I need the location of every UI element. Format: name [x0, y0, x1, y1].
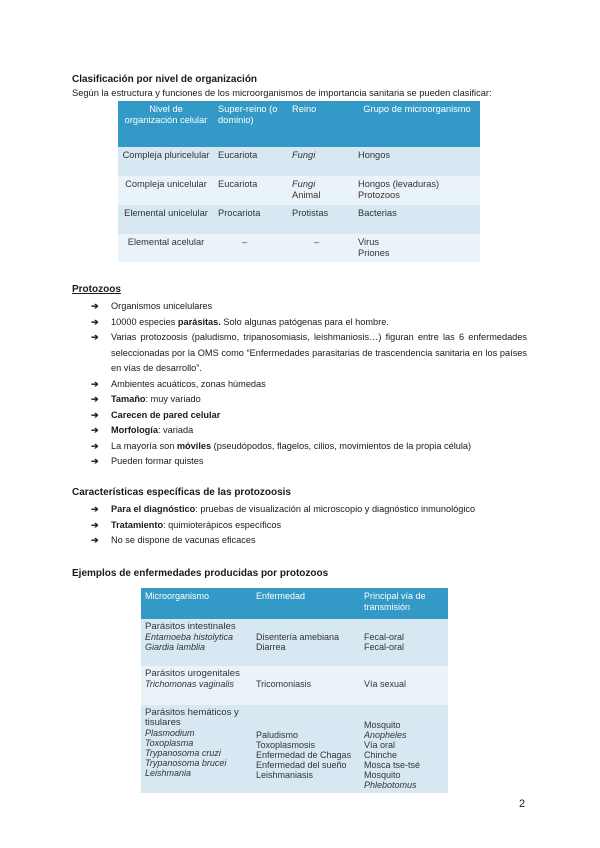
- page-number: 2: [519, 798, 526, 810]
- cell-reino: [288, 147, 354, 176]
- caracteristicas-bold: Para el diagnóstico: [111, 504, 196, 514]
- cell-super-reino: Procariota: [214, 205, 288, 234]
- route-line: [364, 632, 444, 642]
- reino-line: Fungi: [292, 179, 316, 189]
- caracteristicas-text: No se dispone de vacunas eficaces: [111, 535, 256, 545]
- protozoos-bold: Morfología: [111, 425, 158, 435]
- reino-line: Animal: [292, 190, 321, 200]
- disease-name: Toxoplasmosis: [256, 740, 316, 750]
- caracteristicas-bold: Tratamiento: [111, 519, 164, 530]
- cell-super-reino: –: [214, 234, 288, 262]
- arrow-icon: ➔: [91, 409, 99, 420]
- classification-row: [118, 147, 480, 176]
- disease-name: Leishmaniasis: [256, 770, 314, 780]
- caracteristicas-item: [91, 518, 527, 534]
- disease-name: Paludismo: [256, 730, 299, 740]
- disease-name: Disentería amebiana: [256, 632, 340, 642]
- classification-row: [118, 205, 480, 234]
- th-grupo: Grupo de microorganismo: [354, 101, 480, 147]
- organism-name: Trypanosoma brucei: [145, 758, 227, 768]
- organism-name: Trypanosoma cruzi: [145, 748, 221, 758]
- cell-super-reino: Eucariota: [214, 147, 288, 176]
- route-text: Chinche: [364, 750, 398, 760]
- organism-name: Trichomonas vaginalis: [145, 679, 234, 689]
- route-text: Mosquito: [364, 770, 401, 780]
- arrow-icon: ➔: [91, 301, 99, 311]
- organism-name: Giardia lamblia: [145, 642, 206, 652]
- protozoos-item: [91, 454, 527, 470]
- reino-line: –: [314, 237, 320, 247]
- route-line: [364, 780, 444, 790]
- disease-name: Tricomoniasis: [256, 679, 312, 689]
- microorganism-group: Parásitos urogenitales: [145, 668, 240, 679]
- arrow-icon: ➔: [91, 425, 99, 435]
- route-vector: Phlebotomus: [364, 780, 417, 790]
- protozoos-item: [91, 408, 527, 424]
- cell-microorganismo: [141, 705, 252, 793]
- disease-name: Diarrea: [256, 642, 286, 652]
- protozoos-item: [91, 330, 527, 377]
- protozoos-item: [91, 315, 527, 331]
- route-text: Vía oral: [364, 740, 396, 750]
- protozoos-bold: Carecen de pared celular: [111, 409, 221, 420]
- cell-enfermedad: [252, 666, 360, 705]
- arrow-icon: ➔: [91, 535, 99, 545]
- protozoos-text: 10000 especies: [111, 316, 178, 327]
- classification-row: [118, 234, 480, 262]
- route-line: [364, 750, 444, 760]
- protozoos-item: [91, 299, 527, 315]
- route-vector: Anopheles: [364, 730, 407, 740]
- cell-nivel: Compleja unicelular: [118, 176, 214, 205]
- cell-microorganismo: [141, 619, 252, 666]
- protozoos-text: Organismos unicelulares: [111, 301, 213, 311]
- cell-enfermedad: [252, 619, 360, 666]
- disease-table: [141, 588, 448, 793]
- route-line: [364, 770, 444, 780]
- cell-grupo: [354, 147, 480, 176]
- cell-grupo: [354, 205, 480, 234]
- caracteristicas-text: : quimioterápicos específicos: [163, 519, 282, 530]
- cell-nivel: Compleja pluricelular: [118, 147, 214, 176]
- section-heading-clasificacion: Clasificación por nivel de organización: [72, 74, 258, 85]
- arrow-icon: ➔: [91, 394, 99, 404]
- section-heading-ejemplos: Ejemplos de enfermedades producidas por protozoos: [72, 568, 329, 579]
- route-line: [364, 720, 444, 740]
- route-line: [364, 679, 444, 689]
- disease-name: Enfermedad del sueño: [256, 760, 347, 770]
- th-via-transmision: Principal vía de transmisión: [360, 588, 448, 619]
- caracteristicas-list: [91, 502, 527, 549]
- route-text: Fecal-oral: [364, 632, 405, 642]
- arrow-icon: ➔: [91, 332, 99, 342]
- microorganism-group: Parásitos hemáticos y tisulares: [145, 707, 239, 728]
- protozoos-text: : variada: [157, 425, 194, 435]
- organism-name: Plasmodium: [145, 728, 195, 738]
- protozoos-list: [91, 299, 527, 470]
- cell-enfermedad: [252, 705, 360, 793]
- protozoos-text: Ambientes acuáticos, zonas húmedas: [111, 378, 266, 389]
- grupo-line: Bacterias: [358, 208, 397, 218]
- protozoos-item: [91, 439, 527, 455]
- protozoos-bold: Tamaño: [111, 394, 146, 404]
- classification-table: [118, 101, 480, 262]
- protozoos-item: [91, 377, 527, 393]
- arrow-icon: ➔: [91, 504, 99, 514]
- microorganism-group: Parásitos intestinales: [145, 621, 236, 632]
- grupo-line: Protozoos: [358, 190, 400, 200]
- protozoos-text: Solo algunas patógenas para el hombre.: [220, 316, 389, 327]
- section-heading-caracteristicas: Características específicas de las protozoosis: [72, 487, 291, 498]
- caracteristicas-text: : pruebas de visualización al microscopio y diagnóstico inmunológico: [195, 504, 476, 514]
- protozoos-text: : muy variado: [145, 394, 201, 404]
- route-line: [364, 642, 444, 652]
- cell-via: [360, 705, 448, 793]
- cell-microorganismo: [141, 666, 252, 705]
- caracteristicas-item: [91, 502, 527, 518]
- route-line: [364, 740, 444, 750]
- disease-row: [141, 666, 448, 705]
- organism-name: Toxoplasma: [145, 738, 194, 748]
- cell-via: [360, 666, 448, 705]
- th-enfermedad: Enfermedad: [252, 588, 360, 619]
- cell-nivel: Elemental acelular: [118, 234, 214, 262]
- cell-grupo: [354, 234, 480, 262]
- disease-row: [141, 619, 448, 666]
- disease-name: Enfermedad de Chagas: [256, 750, 352, 760]
- th-microorganismo: Microorganismo: [141, 588, 252, 619]
- protozoos-text: La mayoría son: [111, 440, 177, 451]
- grupo-line: Priones: [358, 248, 390, 258]
- route-text: Fecal-oral: [364, 642, 405, 652]
- protozoos-bold: móviles: [176, 440, 212, 451]
- organism-name: Entamoeba histolytica: [145, 632, 234, 642]
- classification-row: [118, 176, 480, 205]
- grupo-line: Hongos: [358, 150, 391, 160]
- arrow-icon: ➔: [91, 519, 99, 530]
- protozoos-text: Pueden formar quistes: [111, 456, 204, 466]
- protozoos-item: [91, 423, 527, 439]
- arrow-icon: ➔: [91, 456, 99, 466]
- arrow-icon: ➔: [91, 440, 99, 451]
- arrow-icon: ➔: [91, 378, 99, 389]
- protozoos-text: (pseudópodos, flagelos, cilios, movimientos de la propia célula): [211, 440, 472, 451]
- th-nivel: Nivel de organización celular: [118, 101, 214, 147]
- reino-line: Protistas: [292, 208, 329, 218]
- route-text: Mosca tse-tsé: [364, 760, 421, 770]
- cell-nivel: Elemental unicelular: [118, 205, 214, 234]
- cell-reino: [288, 234, 354, 262]
- cell-reino: [288, 176, 354, 205]
- protozoos-item: [91, 392, 527, 408]
- intro-paragraph: Según la estructura y funciones de los microorganismos de importancia sanitaria se pueden clasificar:: [72, 88, 492, 98]
- route-line: [364, 760, 444, 770]
- grupo-line: Hongos (levaduras): [358, 179, 440, 189]
- section-heading-protozoos: Protozoos: [72, 284, 121, 295]
- route-text: Vía sexual: [364, 679, 407, 689]
- organism-name: Leishmania: [145, 768, 192, 778]
- disease-row: [141, 705, 448, 793]
- cell-reino: [288, 205, 354, 234]
- protozoos-bold: parásitas.: [177, 316, 221, 327]
- th-super-reino: Super-reino (o dominio): [214, 101, 288, 147]
- arrow-icon: ➔: [91, 316, 99, 327]
- protozoos-text: Varias protozoosis (paludismo, tripanosomiasis, leishmaniosis…) figuran entre las 6 enfermedades seleccionadas por la OMS como “Enfermedades parasitarias de trascendencia sanitaria en los países en vías de desarrollo”.: [111, 332, 527, 373]
- caracteristicas-item: [91, 533, 527, 549]
- route-text: Mosquito: [364, 720, 401, 730]
- reino-line: Fungi: [292, 150, 316, 160]
- th-reino: Reino: [288, 101, 354, 147]
- cell-via: [360, 619, 448, 666]
- cell-super-reino: Eucariota: [214, 176, 288, 205]
- cell-grupo: [354, 176, 480, 205]
- grupo-line: Virus: [358, 237, 380, 247]
